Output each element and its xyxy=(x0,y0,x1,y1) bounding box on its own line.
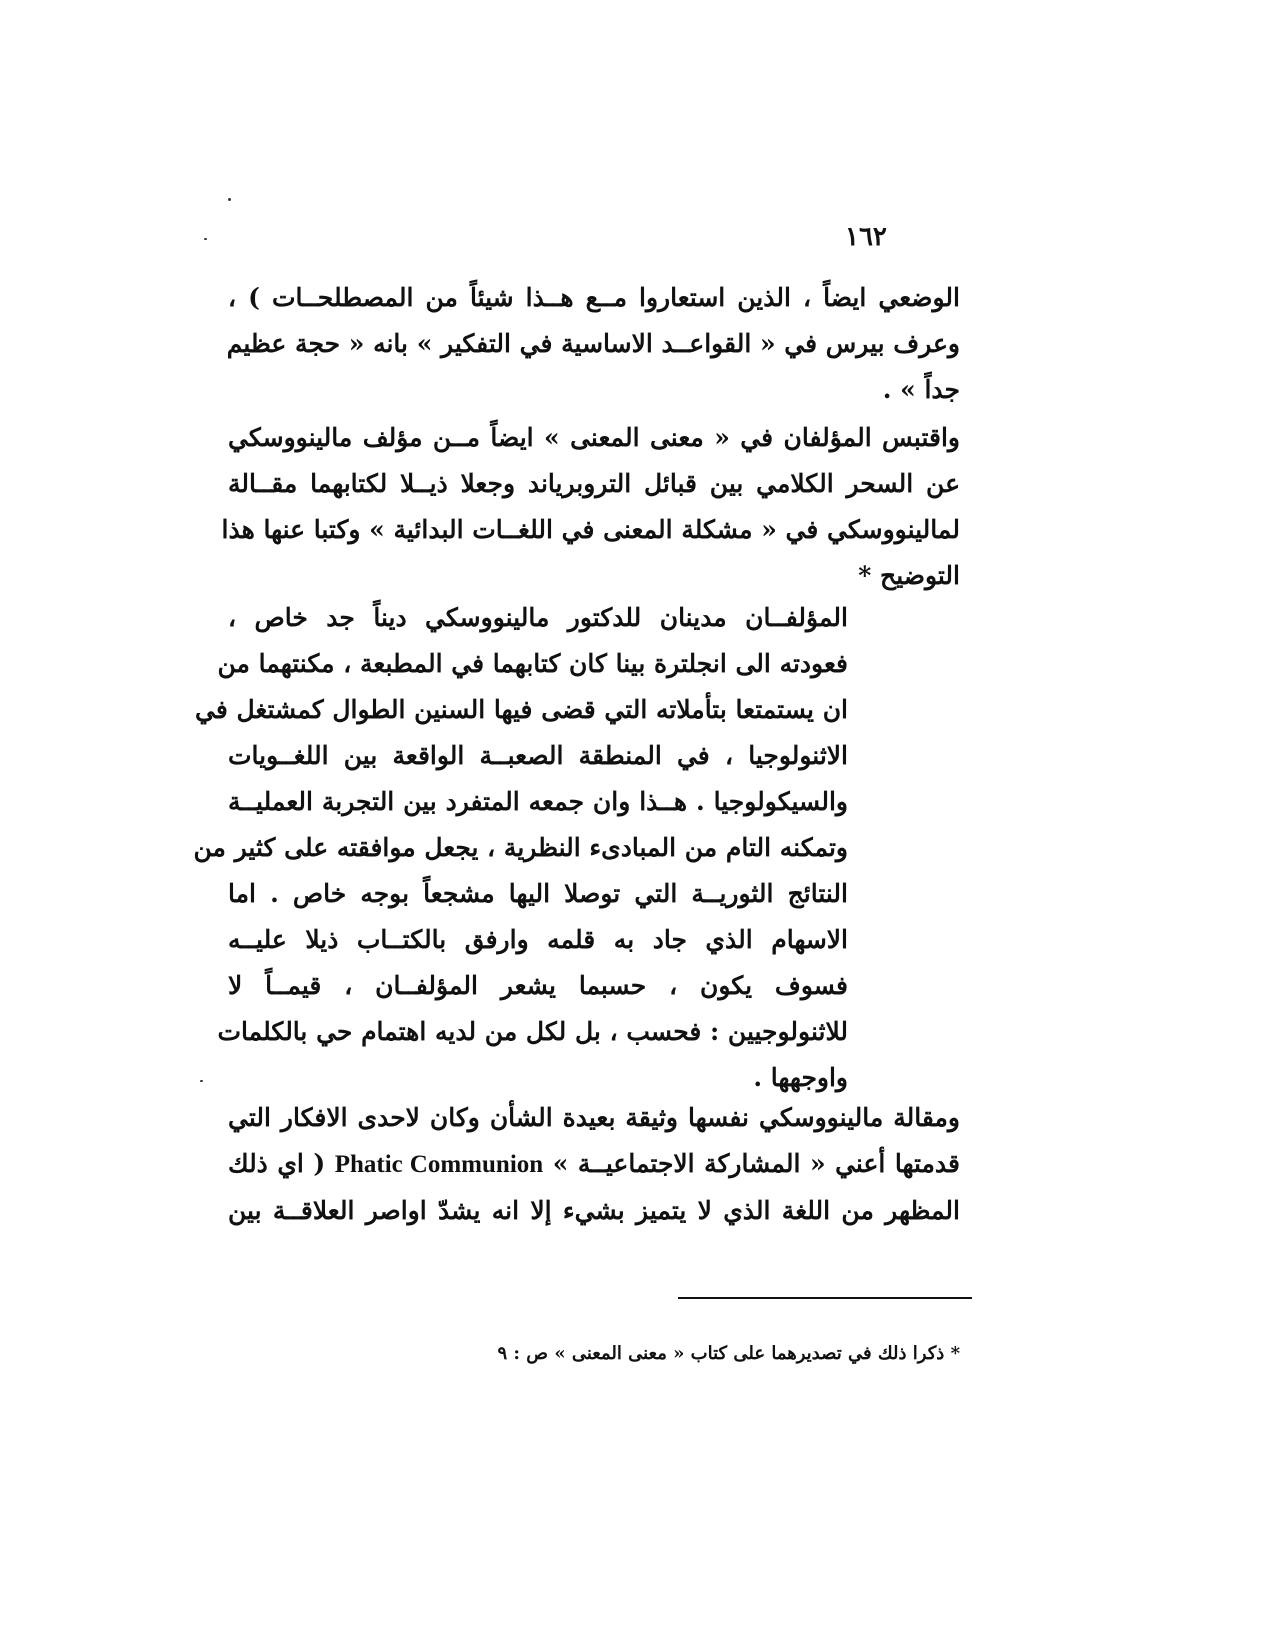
term-line-start: قدمتها أعني « المشاركة الاجتماعيــة » xyxy=(552,1149,960,1178)
page-number: ١٦٢ xyxy=(845,222,887,252)
text-line: واوجهها . xyxy=(753,1063,848,1092)
text-line: الاثنولوجيا ، في المنطقة الصعبــة الواقعة بين اللغــويات xyxy=(228,741,848,770)
text-line: المؤلفــان مدينان للدكتور مالينووسكي ديناً جد خاص ، xyxy=(228,603,848,632)
text-line: وعرف بيرس في « القواعــد الاساسية في التفكير » بانه « حجة عظيم xyxy=(226,329,960,358)
text-line-with-term xyxy=(228,1141,960,1188)
scan-speck xyxy=(204,238,207,240)
text-line: النتائج الثوريــة التي توصلا اليها مشجعاً بوجه خاص . اما xyxy=(228,879,848,908)
text-line: وتمكنه التام من المبادىء النظرية ، يجعل موافقته على كثير من xyxy=(193,833,848,862)
text-line: لمالينووسكي في « مشكلة المعنى في اللغــات البدائية » وكتبا عنها هذا xyxy=(221,515,960,544)
text-line: ومقالة مالينووسكي نفسها وثيقة بعيدة الشأن وكان لاحدى الافكار التي xyxy=(228,1103,960,1132)
block-quote xyxy=(193,595,848,1101)
footnote-divider xyxy=(678,1297,972,1299)
text-line: فسوف يكون ، حسبما يشعر المؤلفــان ، قيمــاً لا xyxy=(228,971,848,1000)
term-line-end: ( اي ذلك xyxy=(228,1149,326,1178)
scan-speck xyxy=(200,1080,203,1082)
paragraph-2 xyxy=(221,415,960,599)
text-line: المظهر من اللغة الذي لا يتميز بشيء إلا انه يشدّ اواصر العلاقــة بين xyxy=(228,1196,960,1225)
text-line: الوضعي ايضاً ، الذين استعاروا مــع هــذا شيئاً من المصطلحــات ) ، xyxy=(228,283,960,312)
text-line: فعودته الى انجلترة بينا كان كتابهما في المطبعة ، مكنتهما من xyxy=(217,649,848,678)
scan-speck xyxy=(228,198,231,201)
paragraph-4 xyxy=(228,1095,960,1234)
text-line: واقتبس المؤلفان في « معنى المعنى » ايضاً مــن مؤلف مالينووسكي xyxy=(228,423,960,452)
phatic-communion-term: Phatic Communion xyxy=(334,1151,544,1178)
text-line: للاثنولوجيين : فحسب ، بل لكل من لديه اهتمام حي بالكلمات xyxy=(217,1017,848,1046)
text-line: التوضيح * xyxy=(858,561,960,590)
text-line: عن السحر الكلامي بين قبائل التروبرياند وجعلا ذيــلا لكتابهما مقــالة xyxy=(228,469,960,498)
footnote: * ذكرا ذلك في تصديرهما على كتاب « معنى المعنى » ص : ٩ xyxy=(497,1343,960,1364)
paragraph-1 xyxy=(228,275,960,413)
text-line: ان يستمتعا بتأملاته التي قضى فيها السنين الطوال كمشتغل في xyxy=(194,695,848,724)
text-line: جداً » . xyxy=(882,375,960,404)
text-line: والسيكولوجيا . هــذا وان جمعه المتفرد بين التجربة العمليــة xyxy=(228,787,848,816)
text-line: الاسهام الذي جاد به قلمه وارفق بالكتــاب ذيلا عليــه xyxy=(228,925,848,954)
